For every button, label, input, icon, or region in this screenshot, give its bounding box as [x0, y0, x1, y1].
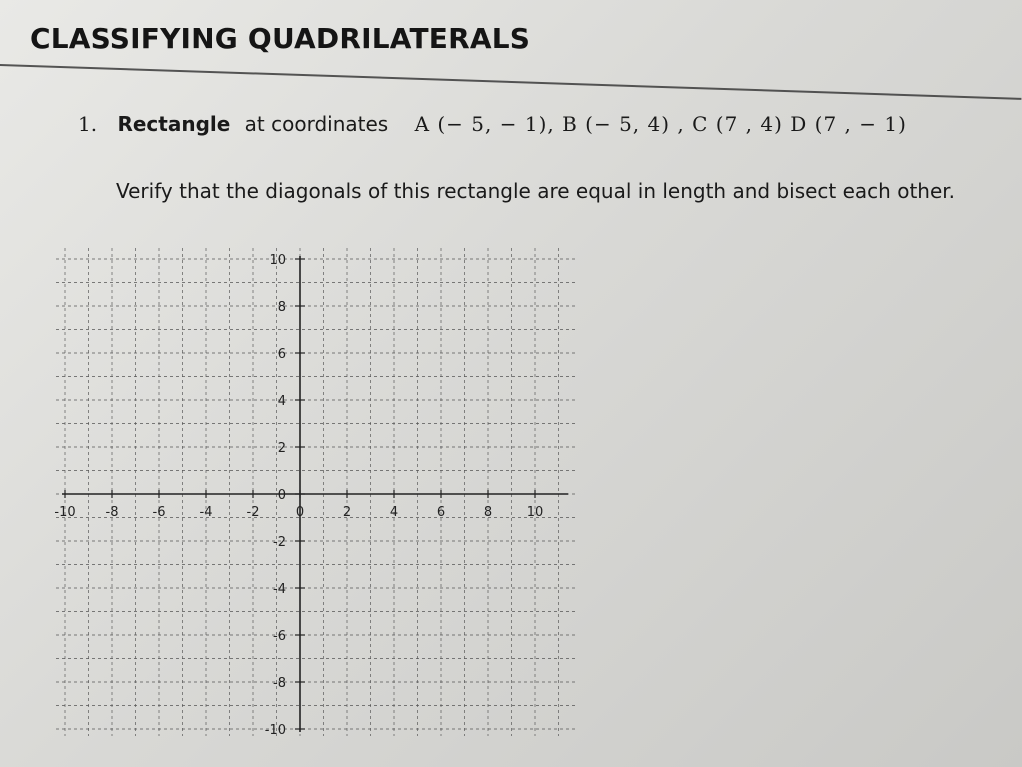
x-axis-tick-label: -2: [246, 505, 260, 520]
y-axis-tick-label: -6: [273, 629, 286, 644]
problem-instruction: Verify that the diagonals of this rectangle are equal in length and bisect each other.: [116, 179, 956, 203]
page-title: CLASSIFYING QUADRILATERALS: [30, 22, 531, 55]
x-axis-tick-label: -10: [54, 505, 76, 520]
x-axis-tick-label: 4: [389, 505, 399, 520]
problem-number: 1.: [78, 112, 98, 136]
y-axis-tick-label: -8: [273, 676, 286, 691]
x-axis-tick-label: 0: [295, 505, 305, 520]
x-axis-tick-label: -6: [152, 505, 166, 520]
y-axis-tick-label: -4: [273, 582, 286, 597]
y-axis-tick-label: 8: [277, 300, 286, 315]
problem-text: at coordinates: [244, 112, 389, 136]
y-axis-tick-label: 2: [277, 441, 286, 456]
y-axis-tick-label: 10: [269, 253, 286, 268]
x-axis-tick-label: -4: [199, 505, 213, 520]
y-axis-tick-label: 4: [277, 394, 286, 409]
coordinate-grid-svg: [50, 244, 590, 744]
y-axis-tick-label: -2: [273, 535, 286, 550]
x-axis-tick-label: -8: [105, 505, 119, 520]
x-axis-tick-label: 8: [483, 505, 493, 520]
y-axis-tick-label: 0: [277, 488, 286, 503]
y-axis-tick-label: -10: [264, 723, 286, 738]
title-underline: [0, 64, 1021, 100]
problem-statement: [78, 112, 907, 136]
x-axis-tick-label: 10: [526, 505, 544, 520]
x-axis-tick-label: 6: [436, 505, 446, 520]
y-axis-tick-label: 6: [277, 347, 286, 362]
problem-coordinates: A (− 5, − 1), B (− 5, 4) , C (7 , 4) D (7 , − 1): [414, 112, 907, 136]
problem-shape-label: Rectangle: [117, 112, 231, 136]
coordinate-grid: [50, 244, 590, 744]
x-axis-tick-label: 2: [342, 505, 352, 520]
